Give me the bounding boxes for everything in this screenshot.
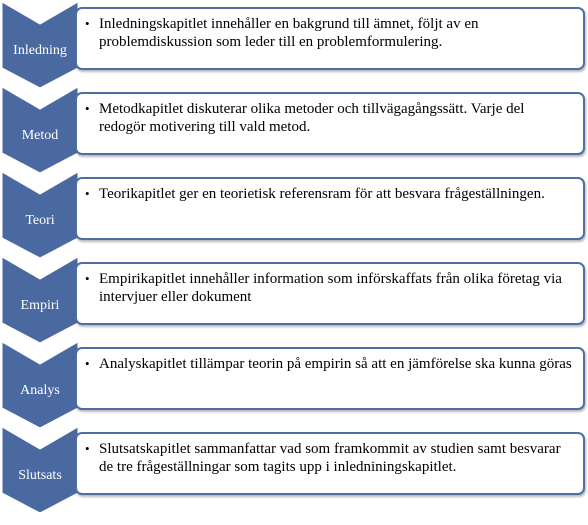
chevron-label: Inledning [13, 43, 67, 58]
description-box [75, 347, 585, 410]
description-text: Inledningskapitlet innehåller en bakgrund till ämnet, följt av en problemdiskussion som leder till en problemformulering. [99, 16, 479, 50]
chevron-label: Slutsats [18, 468, 62, 483]
description-box [75, 92, 585, 155]
bullet-icon: • [85, 186, 90, 201]
bullet-item [85, 270, 573, 306]
description-text: Empirikapitlet innehåller information som införskaffats från olika företag via intervjuer eller dokument [99, 271, 562, 305]
bullet-item [85, 185, 573, 203]
bullet-icon: • [85, 356, 90, 371]
description-box [75, 7, 585, 70]
description-box [75, 432, 585, 495]
chevron-label: Metod [21, 128, 59, 143]
bullet-icon: • [85, 101, 90, 116]
bullet-icon: • [85, 16, 90, 31]
chevron-label: Analys [20, 383, 60, 398]
bullet-item [85, 440, 573, 476]
bullet-icon: • [85, 271, 90, 286]
description-box [75, 262, 585, 325]
bullet-item [85, 15, 573, 51]
chevron-label: Teori [25, 213, 55, 228]
bullet-item [85, 100, 573, 136]
chevron-label: Empiri [20, 298, 60, 313]
bullet-icon: • [85, 441, 90, 456]
description-text: Slutsatskapitlet sammanfattar vad som framkommit av studien samt besvarar de tre frågeställningar som tagits upp i inledniningskapitlet. [99, 441, 561, 475]
bullet-item [85, 355, 573, 373]
description-box [75, 177, 585, 240]
description-text: Analyskapitlet tillämpar teorin på empirin så att en jämförelse ska kunna göras [99, 356, 572, 372]
description-text: Metodkapitlet diskuterar olika metoder och tillvägagångssätt. Varje del redogör motivering till vald metod. [99, 101, 525, 135]
description-text: Teorikapitlet ger en teorietisk referensram för att besvara frågeställningen. [99, 186, 545, 202]
